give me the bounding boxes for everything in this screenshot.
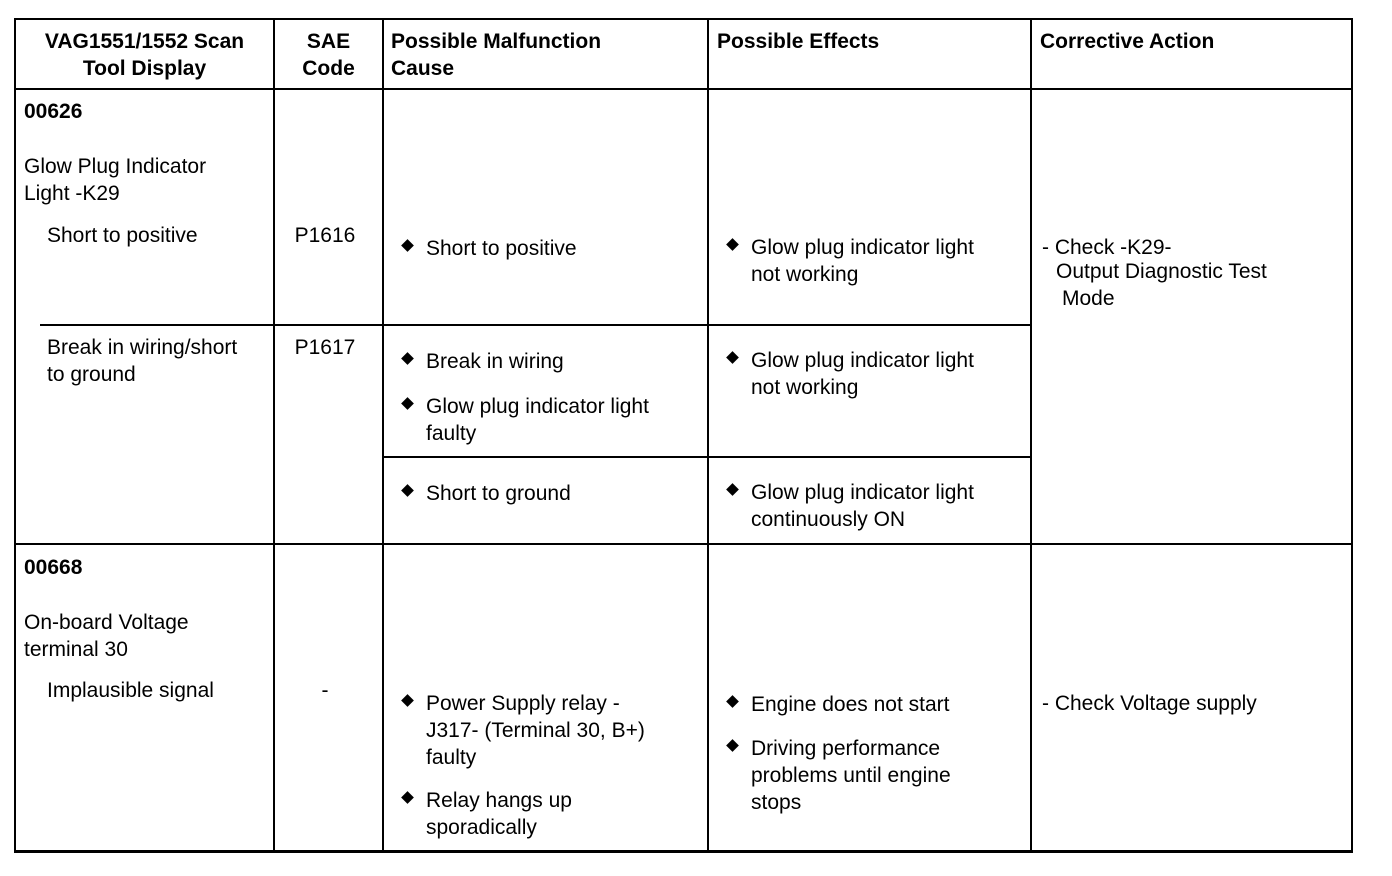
effect-text-line2: not working	[751, 376, 859, 399]
effect-text-line2: problems until engine	[751, 764, 951, 787]
component-name-line1: Glow Plug Indicator	[24, 155, 207, 178]
fault-condition: Short to positive	[47, 224, 198, 247]
header-scan-tool-line2: Tool Display	[82, 57, 207, 80]
component-name-line2: terminal 30	[24, 638, 128, 661]
fault-condition-line1: Break in wiring/short	[47, 336, 238, 359]
table-border-right	[1351, 18, 1353, 853]
effect-text: Engine does not start	[751, 693, 950, 716]
row-divider	[382, 456, 1032, 458]
effect-text-line1: Glow plug indicator light	[751, 236, 974, 259]
header-cause-line1: Possible Malfunction	[391, 30, 602, 53]
column-divider	[707, 18, 709, 853]
bullet-icon	[401, 352, 414, 365]
sae-code: P1616	[294, 224, 356, 247]
corrective-action: - Check Voltage supply	[1042, 692, 1257, 715]
bullet-icon	[726, 351, 739, 364]
cause-text: Break in wiring	[426, 350, 564, 373]
column-divider	[273, 18, 275, 853]
corrective-action-line3: Mode	[1062, 287, 1115, 310]
cause-text-line1: Glow plug indicator light	[426, 395, 649, 418]
corrective-action-line1: - Check -K29-	[1042, 236, 1172, 259]
cause-text-line2: J317- (Terminal 30, B+)	[426, 719, 645, 742]
sae-code: -	[321, 679, 329, 702]
header-sae-line2: Code	[302, 57, 355, 80]
table-border-bottom	[14, 850, 1353, 853]
bullet-icon	[726, 739, 739, 752]
group-divider	[14, 543, 1353, 545]
effect-text-line1: Glow plug indicator light	[751, 481, 974, 504]
fault-condition-line2: to ground	[47, 363, 136, 386]
cause-text: Short to positive	[426, 237, 577, 260]
table-border-left	[14, 18, 16, 853]
bullet-icon	[726, 695, 739, 708]
header-cause-line2: Cause	[391, 57, 455, 80]
fault-code: 00626	[24, 100, 83, 123]
bullet-icon	[401, 484, 414, 497]
column-divider	[1030, 18, 1032, 853]
cause-text: Short to ground	[426, 482, 571, 505]
bullet-icon	[401, 694, 414, 707]
fault-condition: Implausible signal	[47, 679, 214, 702]
table-border-top	[14, 18, 1353, 20]
effect-text-line3: stops	[751, 791, 802, 814]
cause-text-line3: faulty	[426, 746, 477, 769]
cause-text-line1: Power Supply relay -	[426, 692, 620, 715]
bullet-icon	[726, 483, 739, 496]
bullet-icon	[401, 397, 414, 410]
effect-text-line2: not working	[751, 263, 859, 286]
effect-text-line1: Glow plug indicator light	[751, 349, 974, 372]
cause-text-line2: sporadically	[426, 816, 537, 839]
header-divider	[14, 88, 1353, 90]
row-divider	[40, 324, 1032, 326]
effect-text-line1: Driving performance	[751, 737, 941, 760]
component-name-line2: Light -K29	[24, 182, 120, 205]
bullet-icon	[401, 239, 414, 252]
cause-text-line1: Relay hangs up	[426, 789, 572, 812]
column-divider	[382, 18, 384, 853]
fault-code: 00668	[24, 556, 83, 579]
component-name-line1: On-board Voltage	[24, 611, 189, 634]
header-effects: Possible Effects	[717, 30, 880, 53]
bullet-icon	[726, 238, 739, 251]
effect-text-line2: continuously ON	[751, 508, 906, 531]
header-scan-tool-line1: VAG1551/1552 Scan	[44, 30, 245, 53]
header-sae-line1: SAE	[306, 30, 351, 53]
cause-text-line2: faulty	[426, 422, 477, 445]
header-action: Corrective Action	[1040, 30, 1215, 53]
sae-code: P1617	[294, 336, 356, 359]
bullet-icon	[401, 791, 414, 804]
corrective-action-line2: Output Diagnostic Test	[1056, 260, 1267, 283]
